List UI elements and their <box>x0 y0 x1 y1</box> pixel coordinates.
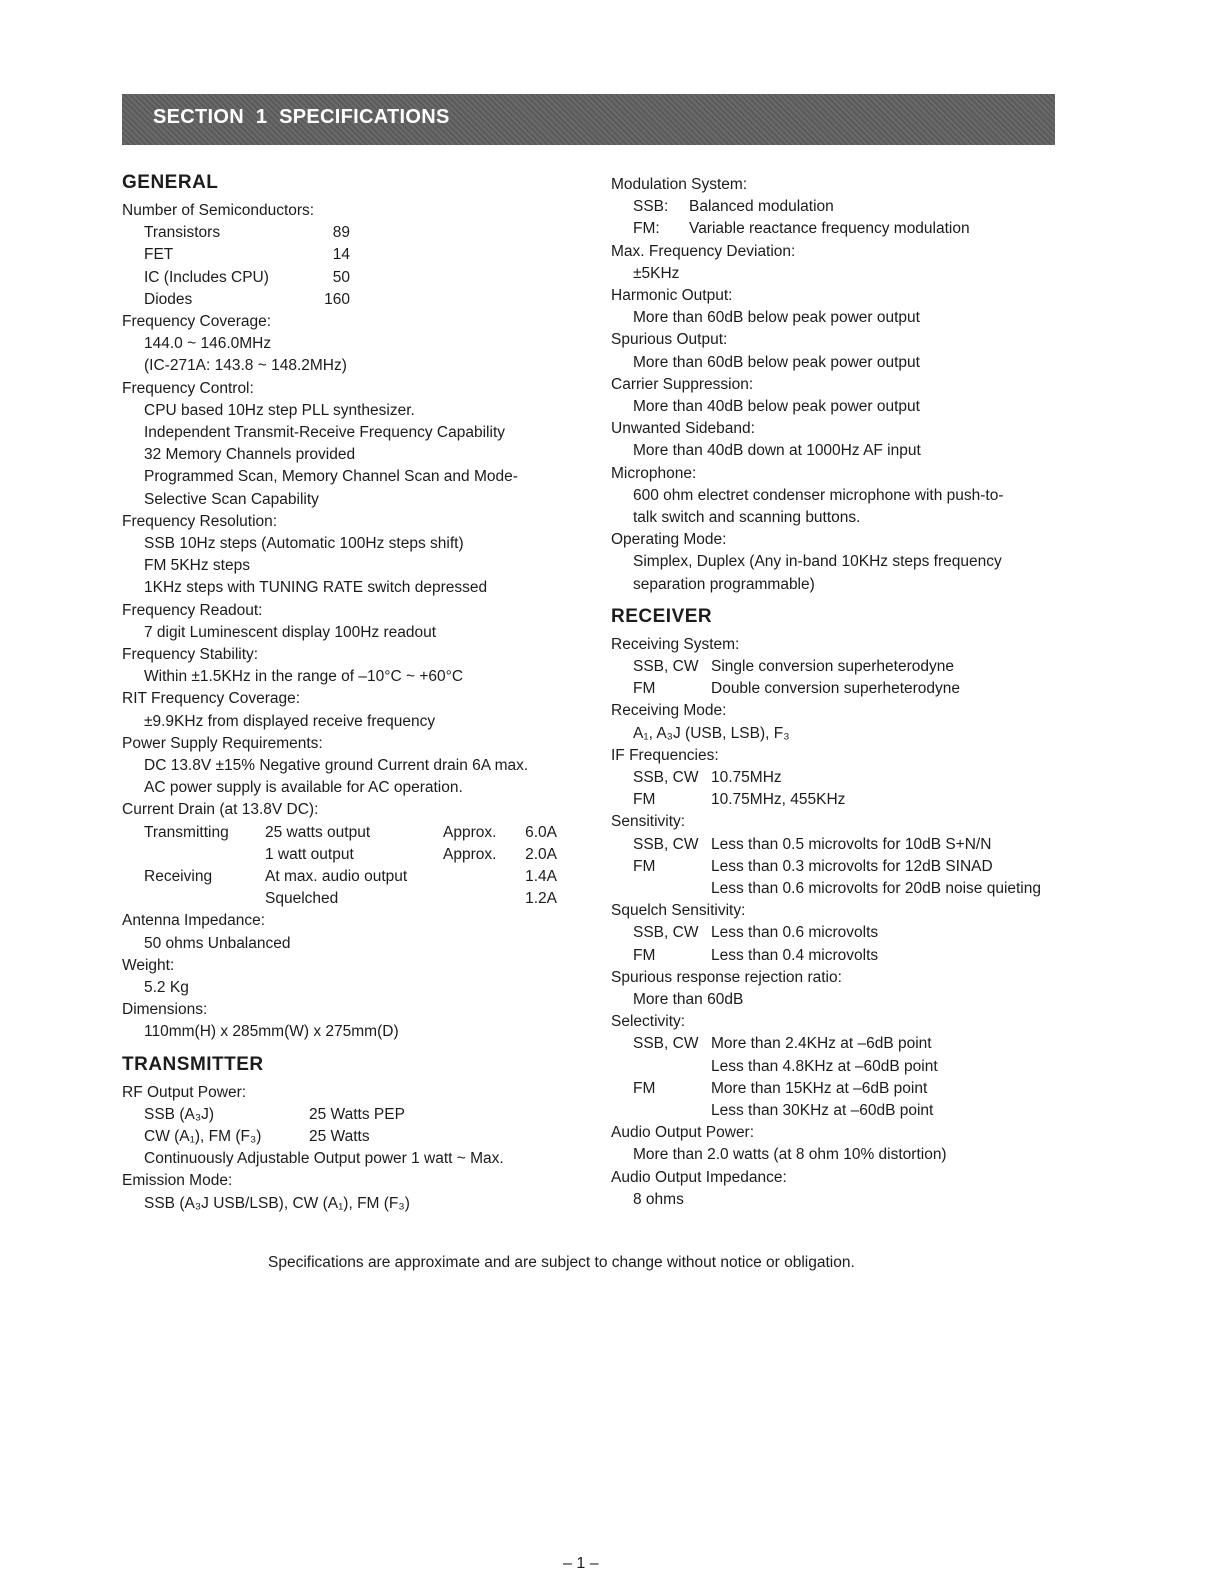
spec-value: CPU based 10Hz step PLL synthesizer. <box>144 401 415 419</box>
spec-cell: FM: <box>633 220 660 238</box>
spec-label: Frequency Coverage: <box>122 312 272 330</box>
spec-cell: FM <box>633 680 656 698</box>
spec-row <box>611 218 1081 240</box>
spec-row <box>611 789 1081 811</box>
spec-label: Weight: <box>122 956 175 974</box>
spec-row <box>122 888 572 910</box>
spec-value: 7 digit Luminescent display 100Hz readout <box>144 623 437 641</box>
spec-cell: FM <box>633 857 656 875</box>
spec-cell: Receiving <box>144 868 213 885</box>
right-column <box>611 174 1081 1211</box>
spec-row <box>122 844 572 866</box>
spec-value: Selective Scan Capability <box>144 490 319 508</box>
spec-row <box>122 1104 572 1126</box>
spec-value: 110mm(H) x 285mm(W) x 275mm(D) <box>144 1023 399 1041</box>
spec-label: RIT Frequency Coverage: <box>122 690 301 708</box>
spec-label: Emission Mode: <box>122 1172 233 1190</box>
spec-value: SSB (A₃J USB/LSB), CW (A₁), FM (F₃) <box>144 1194 410 1212</box>
spec-label: Microphone: <box>611 464 697 482</box>
spec-label: Current Drain (at 13.8V DC): <box>122 801 319 819</box>
spec-cell: More than 2.4KHz at –6dB point <box>711 1035 932 1053</box>
spec-value: DC 13.8V ±15% Negative ground Current drain 6A max. <box>144 757 529 775</box>
spec-label: Squelch Sensitivity: <box>611 902 746 920</box>
spec-value: ±5KHz <box>633 264 680 282</box>
spec-cell: 10.75MHz, 455KHz <box>711 791 846 809</box>
spec-label: Audio Output Impedance: <box>611 1168 787 1186</box>
spec-row <box>611 834 1081 856</box>
spec-cell: CW (A₁), FM (F₃) <box>144 1127 262 1145</box>
spec-value: Within ±1.5KHz in the range of –10°C ~ +60°C <box>144 668 464 686</box>
spec-value: Independent Transmit-Receive Frequency Capability <box>144 423 505 441</box>
spec-cell: Less than 0.4 microvolts <box>711 946 879 964</box>
spec-label: Selectivity: <box>611 1013 686 1031</box>
spec-cell: Squelched <box>265 890 339 908</box>
spec-cell: 1.2A <box>525 890 557 908</box>
left-column <box>122 170 572 1215</box>
spec-cell: Double conversion superheterodyne <box>711 680 961 698</box>
spec-cell: 89 <box>332 224 350 242</box>
spec-value: Programmed Scan, Memory Channel Scan and Mode- <box>144 468 518 486</box>
spec-label: Audio Output Power: <box>611 1124 755 1142</box>
spec-label: Number of Semiconductors: <box>122 202 315 219</box>
spec-label: Antenna Impedance: <box>122 912 266 930</box>
spec-value: FM 5KHz steps <box>144 557 250 575</box>
spec-value: More than 60dB <box>633 990 744 1008</box>
spec-row <box>611 878 1081 900</box>
spec-cell: Transistors <box>144 224 221 242</box>
spec-value: More than 60dB below peak power output <box>633 309 920 327</box>
spec-value: talk switch and scanning buttons. <box>633 509 861 527</box>
spec-label: Spurious response rejection ratio: <box>611 968 842 986</box>
spec-row <box>611 922 1081 944</box>
spec-value: A₁, A₃J (USB, LSB), F₃ <box>633 724 790 742</box>
spec-cell: Less than 4.8KHz at –60dB point <box>711 1057 938 1075</box>
spec-cell: Balanced modulation <box>689 198 834 216</box>
spec-cell: Less than 0.6 microvolts <box>711 924 879 942</box>
spec-cell: 14 <box>332 246 350 264</box>
spec-cell: 1 watt output <box>265 845 354 863</box>
spec-label: Frequency Control: <box>122 379 254 397</box>
section-title: SECTION 1 SPECIFICATIONS <box>153 106 450 128</box>
spec-label: Receiving System: <box>611 635 740 653</box>
spec-cell: At max. audio output <box>265 868 408 885</box>
spec-value: Continuously Adjustable Output power 1 watt ~ Max. <box>144 1150 504 1168</box>
spec-value: More than 40dB down at 1000Hz AF input <box>633 442 921 460</box>
spec-value: 50 ohms Unbalanced <box>144 934 291 952</box>
spec-label: Frequency Resolution: <box>122 512 278 530</box>
spec-label: Carrier Suppression: <box>611 375 754 393</box>
spec-cell: Single conversion superheterodyne <box>711 658 954 676</box>
spec-value: (IC-271A: 143.8 ~ 148.2MHz) <box>144 357 347 375</box>
spec-cell: Approx. <box>443 823 497 841</box>
spec-row <box>611 856 1081 878</box>
spec-row <box>611 678 1081 700</box>
spec-row <box>122 244 572 266</box>
spec-row <box>122 267 572 289</box>
spec-row <box>122 822 572 844</box>
spec-value: 32 Memory Channels provided <box>144 446 356 464</box>
spec-cell: 25 watts output <box>265 823 371 841</box>
spec-label: Frequency Stability: <box>122 646 259 663</box>
spec-label: Dimensions: <box>122 1001 208 1019</box>
spec-value: More than 60dB below peak power output <box>633 353 920 371</box>
spec-row <box>611 1078 1081 1100</box>
spec-cell: FM <box>633 791 656 809</box>
spec-row <box>611 1100 1081 1122</box>
spec-cell: Less than 30KHz at –60dB point <box>711 1101 934 1119</box>
spec-value: separation programmable) <box>633 575 815 593</box>
spec-cell: More than 15KHz at –6dB point <box>711 1079 928 1097</box>
spec-value: 8 ohms <box>633 1190 684 1208</box>
spec-value: Simplex, Duplex (Any in-band 10KHz steps frequency <box>633 553 1002 571</box>
spec-cell: Variable reactance frequency modulation <box>689 220 970 238</box>
page-number: – 1 – <box>563 1555 599 1572</box>
section-heading: TRANSMITTER <box>122 1053 264 1075</box>
spec-cell: Approx. <box>443 845 497 863</box>
spec-cell: Less than 0.3 microvolts for 12dB SINAD <box>711 857 993 875</box>
spec-row <box>122 222 572 244</box>
spec-row <box>122 289 572 311</box>
spec-cell: 160 <box>324 290 350 308</box>
spec-cell: 2.0A <box>525 845 557 863</box>
spec-label: Operating Mode: <box>611 531 727 549</box>
spec-cell: Less than 0.5 microvolts for 10dB S+N/N <box>711 835 992 853</box>
spec-cell: FM <box>633 946 656 964</box>
spec-row <box>611 1033 1081 1055</box>
spec-row <box>611 767 1081 789</box>
spec-value: More than 40dB below peak power output <box>633 398 920 415</box>
spec-value: SSB 10Hz steps (Automatic 100Hz steps shift) <box>144 534 464 552</box>
spec-value: AC power supply is available for AC operation. <box>144 779 463 797</box>
spec-cell: SSB, CW <box>633 769 699 787</box>
spec-label: Max. Frequency Deviation: <box>611 242 796 260</box>
spec-value: 5.2 Kg <box>144 978 189 996</box>
spec-cell: Diodes <box>144 290 193 308</box>
spec-value: 1KHz steps with TUNING RATE switch depressed <box>144 579 488 597</box>
spec-row <box>122 866 572 888</box>
spec-label: RF Output Power: <box>122 1083 247 1101</box>
spec-cell: FET <box>144 246 174 264</box>
spec-label: Unwanted Sideband: <box>611 420 755 438</box>
spec-cell: 10.75MHz <box>711 769 782 787</box>
spec-cell: Transmitting <box>144 823 229 841</box>
spec-cell: 50 <box>332 268 350 286</box>
spec-cell: Less than 0.6 microvolts for 20dB noise quieting <box>711 879 1041 897</box>
spec-cell: 6.0A <box>525 823 557 841</box>
spec-cell: IC (Includes CPU) <box>144 268 269 286</box>
spec-cell: 1.4A <box>525 868 557 885</box>
section-header-bar <box>122 94 1055 145</box>
spec-label: Harmonic Output: <box>611 286 733 304</box>
spec-value: ±9.9KHz from displayed receive frequency <box>144 712 436 730</box>
spec-cell: SSB, CW <box>633 1035 699 1053</box>
spec-cell: SSB, CW <box>633 924 699 942</box>
spec-row <box>611 196 1081 218</box>
spec-value: 144.0 ~ 146.0MHz <box>144 335 272 353</box>
spec-label: Power Supply Requirements: <box>122 734 323 752</box>
spec-cell: SSB, CW <box>633 835 699 853</box>
spec-label: Modulation System: <box>611 176 748 193</box>
disclaimer-note: Specifications are approximate and are subject to change without notice or obligation. <box>268 1254 855 1271</box>
spec-label: Sensitivity: <box>611 813 686 831</box>
spec-row <box>122 1126 572 1148</box>
spec-label: Spurious Output: <box>611 331 728 349</box>
spec-cell: FM <box>633 1079 656 1097</box>
spec-value: 600 ohm electret condenser microphone with push-to- <box>633 486 1004 504</box>
spec-row <box>611 945 1081 967</box>
spec-cell: SSB: <box>633 198 669 216</box>
spec-label: Receiving Mode: <box>611 702 727 720</box>
section-heading: RECEIVER <box>611 605 713 627</box>
spec-cell: SSB, CW <box>633 658 699 676</box>
spec-row <box>611 1056 1081 1078</box>
spec-row <box>611 656 1081 678</box>
spec-label: IF Frequencies: <box>611 746 719 764</box>
spec-cell: 25 Watts PEP <box>309 1105 405 1123</box>
spec-cell: 25 Watts <box>309 1127 370 1145</box>
spec-value: More than 2.0 watts (at 8 ohm 10% distortion) <box>633 1146 947 1164</box>
spec-label: Frequency Readout: <box>122 601 263 619</box>
spec-cell: SSB (A₃J) <box>144 1105 215 1123</box>
section-heading: GENERAL <box>122 172 219 193</box>
